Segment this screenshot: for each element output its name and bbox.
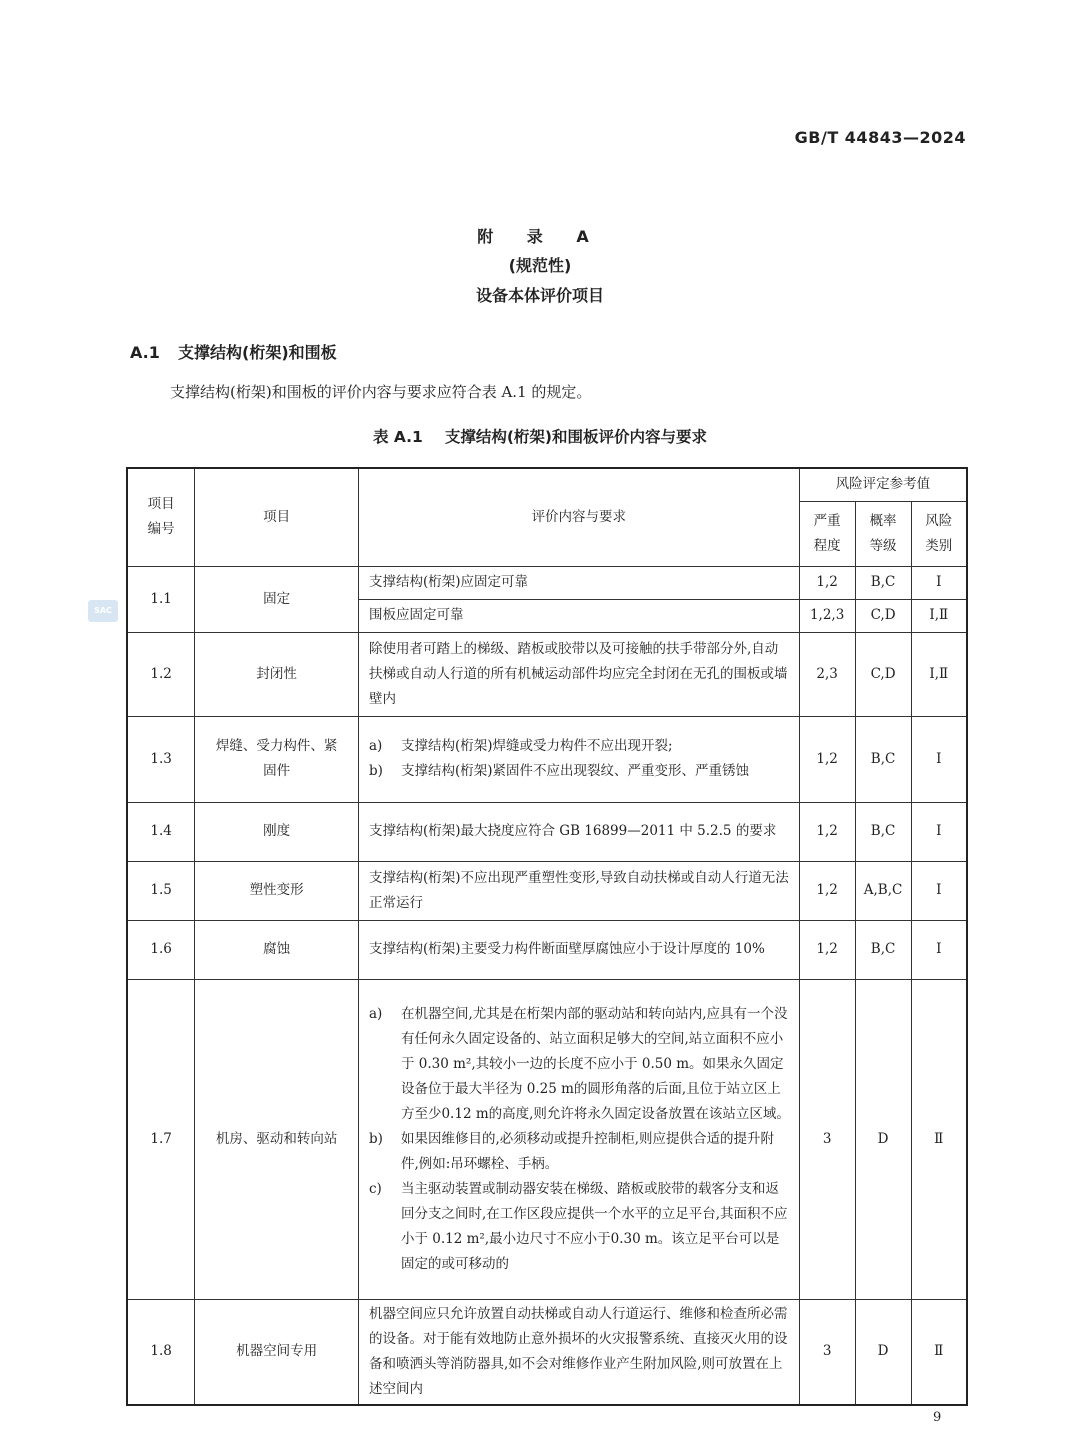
severity-value: 1,2,3 bbox=[799, 599, 855, 632]
item-name: 机房、驱动和转向站 bbox=[195, 979, 359, 1299]
severity-value: 2,3 bbox=[799, 632, 855, 716]
item-number: 1.4 bbox=[127, 802, 195, 861]
requirements-table bbox=[126, 467, 968, 1406]
section-heading bbox=[130, 340, 337, 363]
item-number: 1.1 bbox=[127, 566, 195, 632]
annex-heading: 附 录 A bbox=[477, 227, 603, 246]
table-row bbox=[127, 566, 967, 599]
probability-value: C,D bbox=[855, 632, 911, 716]
item-name: 腐蚀 bbox=[195, 920, 359, 979]
risk-category-value: Ⅰ bbox=[911, 861, 967, 920]
item-number: 1.8 bbox=[127, 1299, 195, 1405]
header-probability: 概率 等级 bbox=[855, 501, 911, 566]
table-row bbox=[127, 979, 967, 1299]
requirement-sub-item: a) 支撑结构(桁架)焊缝或受力构件不应出现开裂; bbox=[368, 738, 673, 754]
table-row bbox=[127, 802, 967, 861]
annex-title: 设备本体评价项目 bbox=[475, 286, 604, 305]
severity-value: 1,2 bbox=[799, 802, 855, 861]
item-number: 1.2 bbox=[127, 632, 195, 716]
table-row bbox=[127, 1299, 967, 1405]
item-number: 1.3 bbox=[127, 716, 195, 802]
severity-value: 1,2 bbox=[799, 920, 855, 979]
table-number: 表 A.1 bbox=[372, 428, 423, 446]
severity-value: 3 bbox=[799, 1299, 855, 1405]
requirement-list bbox=[358, 716, 799, 802]
page-number: 9 bbox=[933, 1410, 942, 1425]
probability-value: A,B,C bbox=[855, 861, 911, 920]
requirement-sub-item: b) 支撑结构(桁架)紧固件不应出现裂纹、严重变形、严重锈蚀 bbox=[368, 763, 750, 779]
header-risk-reference: 风险评定参考值 bbox=[799, 468, 967, 501]
header-risk-category: 风险 类别 bbox=[911, 501, 967, 566]
risk-category-value: Ⅰ bbox=[911, 716, 967, 802]
requirement-sub-item: c) 当主驱动装置或制动器安装在梯级、踏板或胶带的载客分支和返回分支之间时,在工作区段应提供一个水平的立足平台,其面积不应小于 0.12 m²,最小边尺寸不应小于0.30 m。该立足平台可以是固定的或可移动的 bbox=[368, 1180, 788, 1272]
risk-category-value: Ⅰ bbox=[911, 920, 967, 979]
risk-category-value: Ⅰ,Ⅱ bbox=[911, 599, 967, 632]
severity-value: 1,2 bbox=[799, 716, 855, 802]
risk-category-value: Ⅱ bbox=[911, 979, 967, 1299]
header-severity: 严重 程度 bbox=[799, 501, 855, 566]
probability-value: B,C bbox=[855, 716, 911, 802]
requirement-text: 围板应固定可靠 bbox=[358, 599, 799, 632]
severity-value: 1,2 bbox=[799, 861, 855, 920]
requirement-text: 支撑结构(桁架)应固定可靠 bbox=[358, 566, 799, 599]
table-row bbox=[127, 861, 967, 920]
table-title-text: 支撑结构(桁架)和围板评价内容与要求 bbox=[444, 428, 708, 446]
section-title: 支撑结构(桁架)和围板 bbox=[178, 343, 337, 362]
requirement-sub-item: a) 在机器空间,尤其是在桁架内部的驱动站和转向站内,应具有一个没有任何永久固定设备的、站立面积足够大的空间,站立面积不应小于 0.30 m²,其较小一边的长度不应小于 0.50 m。如果永久固定设备位于最大半径为 0.25 m的圆形角落的后面,且位于站立区上方至少0.12 m的高度,则允许将永久固定设备放置在该站立区域。 bbox=[368, 1005, 790, 1122]
requirement-text: 机器空间应只允许放置自动扶梯或自动人行道运行、维修和检查所必需的设备。对于能有效地防止意外损坏的火灾报警系统、直接灭火用的设备和喷洒头等消防器具,如不会对维修作业产生附加风险,则可放置在上述空间内 bbox=[358, 1299, 799, 1405]
requirement-list bbox=[358, 979, 799, 1299]
probability-value: B,C bbox=[855, 802, 911, 861]
probability-value: B,C bbox=[855, 920, 911, 979]
table-row bbox=[127, 716, 967, 802]
header-item-number: 项目 编号 bbox=[127, 468, 195, 566]
annex-normative-label: (规范性) bbox=[508, 256, 572, 275]
table-title bbox=[0, 425, 1080, 447]
severity-value: 3 bbox=[799, 979, 855, 1299]
risk-category-value: Ⅰ bbox=[911, 566, 967, 599]
risk-category-value: Ⅰ bbox=[911, 802, 967, 861]
item-number: 1.5 bbox=[127, 861, 195, 920]
probability-value: D bbox=[855, 1299, 911, 1405]
requirement-sub-item: b) 如果因维修目的,必须移动或提升控制柜,则应提供合适的提升附件,例如:吊环螺栓、手柄。 bbox=[368, 1130, 775, 1172]
sac-watermark-logo: SAC bbox=[88, 600, 118, 622]
section-number: A.1 bbox=[130, 343, 160, 362]
item-name: 固定 bbox=[195, 566, 359, 632]
probability-value: C,D bbox=[855, 599, 911, 632]
header-item: 项目 bbox=[195, 468, 359, 566]
section-intro: 支撑结构(桁架)和围板的评价内容与要求应符合表 A.1 的规定。 bbox=[170, 383, 592, 401]
table-row bbox=[127, 632, 967, 716]
standard-code: GB/T 44843—2024 bbox=[794, 128, 966, 147]
item-name: 塑性变形 bbox=[195, 861, 359, 920]
item-name: 机器空间专用 bbox=[195, 1299, 359, 1405]
header-requirement: 评价内容与要求 bbox=[358, 468, 799, 566]
requirement-text: 支撑结构(桁架)主要受力构件断面壁厚腐蚀应小于设计厚度的 10% bbox=[358, 920, 799, 979]
requirement-text: 除使用者可踏上的梯级、踏板或胶带以及可接触的扶手带部分外,自动扶梯或自动人行道的所有机械运动部件均应完全封闭在无孔的围板或墙壁内 bbox=[358, 632, 799, 716]
requirement-text: 支撑结构(桁架)不应出现严重塑性变形,导致自动扶梯或自动人行道无法正常运行 bbox=[358, 861, 799, 920]
risk-category-value: Ⅰ,Ⅱ bbox=[911, 632, 967, 716]
probability-value: D bbox=[855, 979, 911, 1299]
severity-value: 1,2 bbox=[799, 566, 855, 599]
table-row bbox=[127, 920, 967, 979]
probability-value: B,C bbox=[855, 566, 911, 599]
item-name: 封闭性 bbox=[195, 632, 359, 716]
item-number: 1.6 bbox=[127, 920, 195, 979]
item-name: 焊缝、受力构件、紧固件 bbox=[195, 716, 359, 802]
item-number: 1.7 bbox=[127, 979, 195, 1299]
risk-category-value: Ⅱ bbox=[911, 1299, 967, 1405]
item-name: 刚度 bbox=[195, 802, 359, 861]
requirement-text: 支撑结构(桁架)最大挠度应符合 GB 16899—2011 中 5.2.5 的要求 bbox=[358, 802, 799, 861]
